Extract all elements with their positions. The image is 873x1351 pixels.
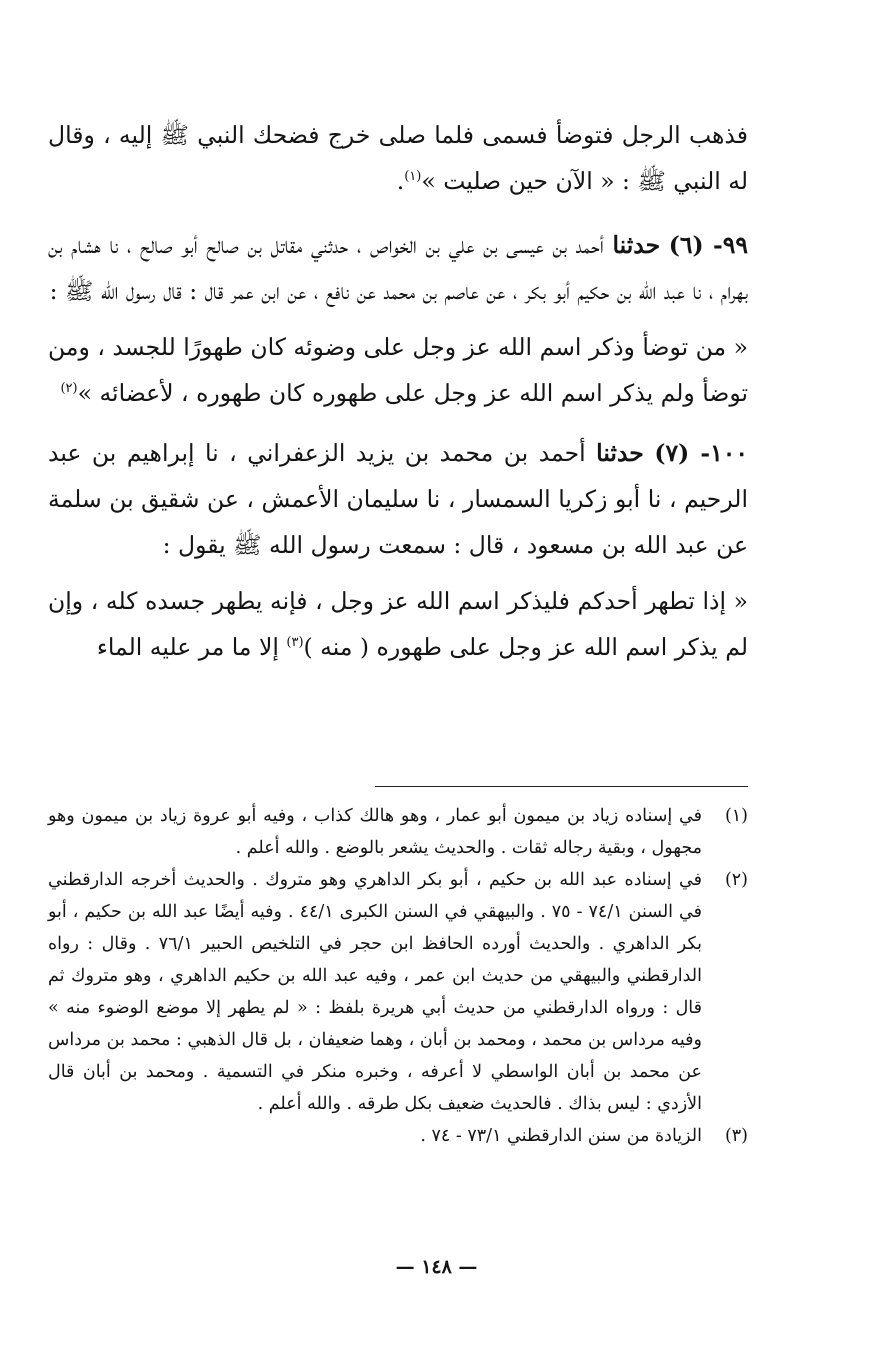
haddathana-word: حدثنا <box>612 231 661 259</box>
matn-text-continued: إلا ما مر عليه الماء <box>96 633 279 661</box>
isnad-text: أحمد بن عيسى بن علي بن الخواص ، حدثني مقاتل بن صالح أبو صالح ، نا هشام بن بهرام ، نا عبد الله بن حكيم أبو بكر ، عن عاصم بن محمد عن نافع ، عن ابن عمر قال : قال رسول الله ﷺ : <box>48 231 748 305</box>
footnote-text: الزيادة من سنن الدارقطني ٧٣/١ - ٧٤ . <box>420 1126 702 1146</box>
hadith-number: ١٠٠- (٧) <box>654 439 748 467</box>
footnote-text: في إسناده عبد الله بن حكيم ، أبو بكر الداهري وهو متروك . والحديث أخرجه الدارقطني في السنن ٧٤/١ - ٧٥ . والبيهقي في السنن الكبرى ٤٤/١ . وفيه أيضًا عبد الله بن حكيم ، أبو بكر الداهري . والحديث أورده الحافظ ابن حجر في التلخيص الحبير ٧٦/١ . وقال : رواه الدارقطني والبيهقي من حديث ابن عمر ، وفيه عبد الله بن حكيم الداهري ، وهو متروك ثم قال : ورواه الدارقطني من حديث أبي هريرة بلفظ : « لم يطهر إلا موضع الوضوء منه » وفيه مرداس بن محمد ، ومحمد بن أبان ، وهما ضعيفان ، بل قال الذهبي : محمد بن مرداس عن محمد بن أبان الواسطي لا أعرفه ، وخبره منكر في التسمية . ومحمد بن أبان قال الأزدي : ليس بذاك . فالحديث ضعيف بكل طرقه . والله أعلم . <box>48 870 702 1114</box>
hadith-99-matn <box>48 324 748 416</box>
footnote-mark: (٢) <box>724 870 748 890</box>
hadith-100-isnad <box>48 430 748 568</box>
isnad-text: أحمد بن محمد بن يزيد الزعفراني ، نا إبراهيم بن عبد الرحيم ، نا أبو زكريا السمسار ، نا سليمان الأعمش ، عن شقيق بن سلمة عن عبد الله بن مسعود ، قال : سمعت رسول الله ﷺ يقول : <box>48 439 748 559</box>
matn-text: « من توضأ وذكر اسم الله عز وجل على وضوئه كان طهورًا للجسد ، ومن توضأ ولم يذكر اسم الله عز وجل على طهوره كان طهوره ، لأعضائه » <box>48 333 748 407</box>
page-number: — ١٤٨ — <box>395 1256 478 1278</box>
footnote-mark: (١) <box>724 806 748 826</box>
hadith-100-matn <box>48 578 748 670</box>
hadith-number: ٩٩- (٦) <box>668 231 748 259</box>
matn-text: « إذا تطهر أحدكم فليذكر اسم الله عز وجل ، فإنه يطهر جسده كله ، وإن لم يذكر اسم الله عز وجل على طهوره ( منه ) <box>48 587 748 661</box>
footnote-2 <box>48 864 748 1120</box>
footnotes <box>48 800 748 1152</box>
footnote-mark: (٣) <box>724 1126 748 1146</box>
haddathana-word: حدثنا <box>596 439 644 467</box>
footnote-ref-2: (٢) <box>60 381 78 397</box>
footnote-separator <box>375 786 748 787</box>
footnote-3 <box>48 1120 748 1152</box>
paragraph-continuation: فذهب الرجل فتوضأ فسمى فلما صلى خرج فضحك النبي ﷺ إليه ، وقال له النبي ﷺ : « الآن حين صليت »$^{(١)}$. <box>48 121 748 195</box>
main-text <box>48 112 748 670</box>
hadith-99-isnad <box>48 222 748 314</box>
paragraph-text: فذهب الرجل فتوضأ فسمى فلما صلى خرج فضحك النبي ﷺ إليه ، وقال له النبي ﷺ : « الآن حين صليت » <box>48 121 748 195</box>
footnote-1 <box>48 800 748 864</box>
footnote-ref-1: (١) <box>404 169 422 185</box>
footnote-text: في إسناده زياد بن ميمون أبو عمار ، وهو هالك كذاب ، وفيه أبو عروة زياد بن ميمون وهو مجهول ، وبقية رجاله ثقات . والحديث يشعر بالوضع . والله أعلم . <box>48 806 702 858</box>
footnote-ref-3: (٣) <box>286 635 304 651</box>
